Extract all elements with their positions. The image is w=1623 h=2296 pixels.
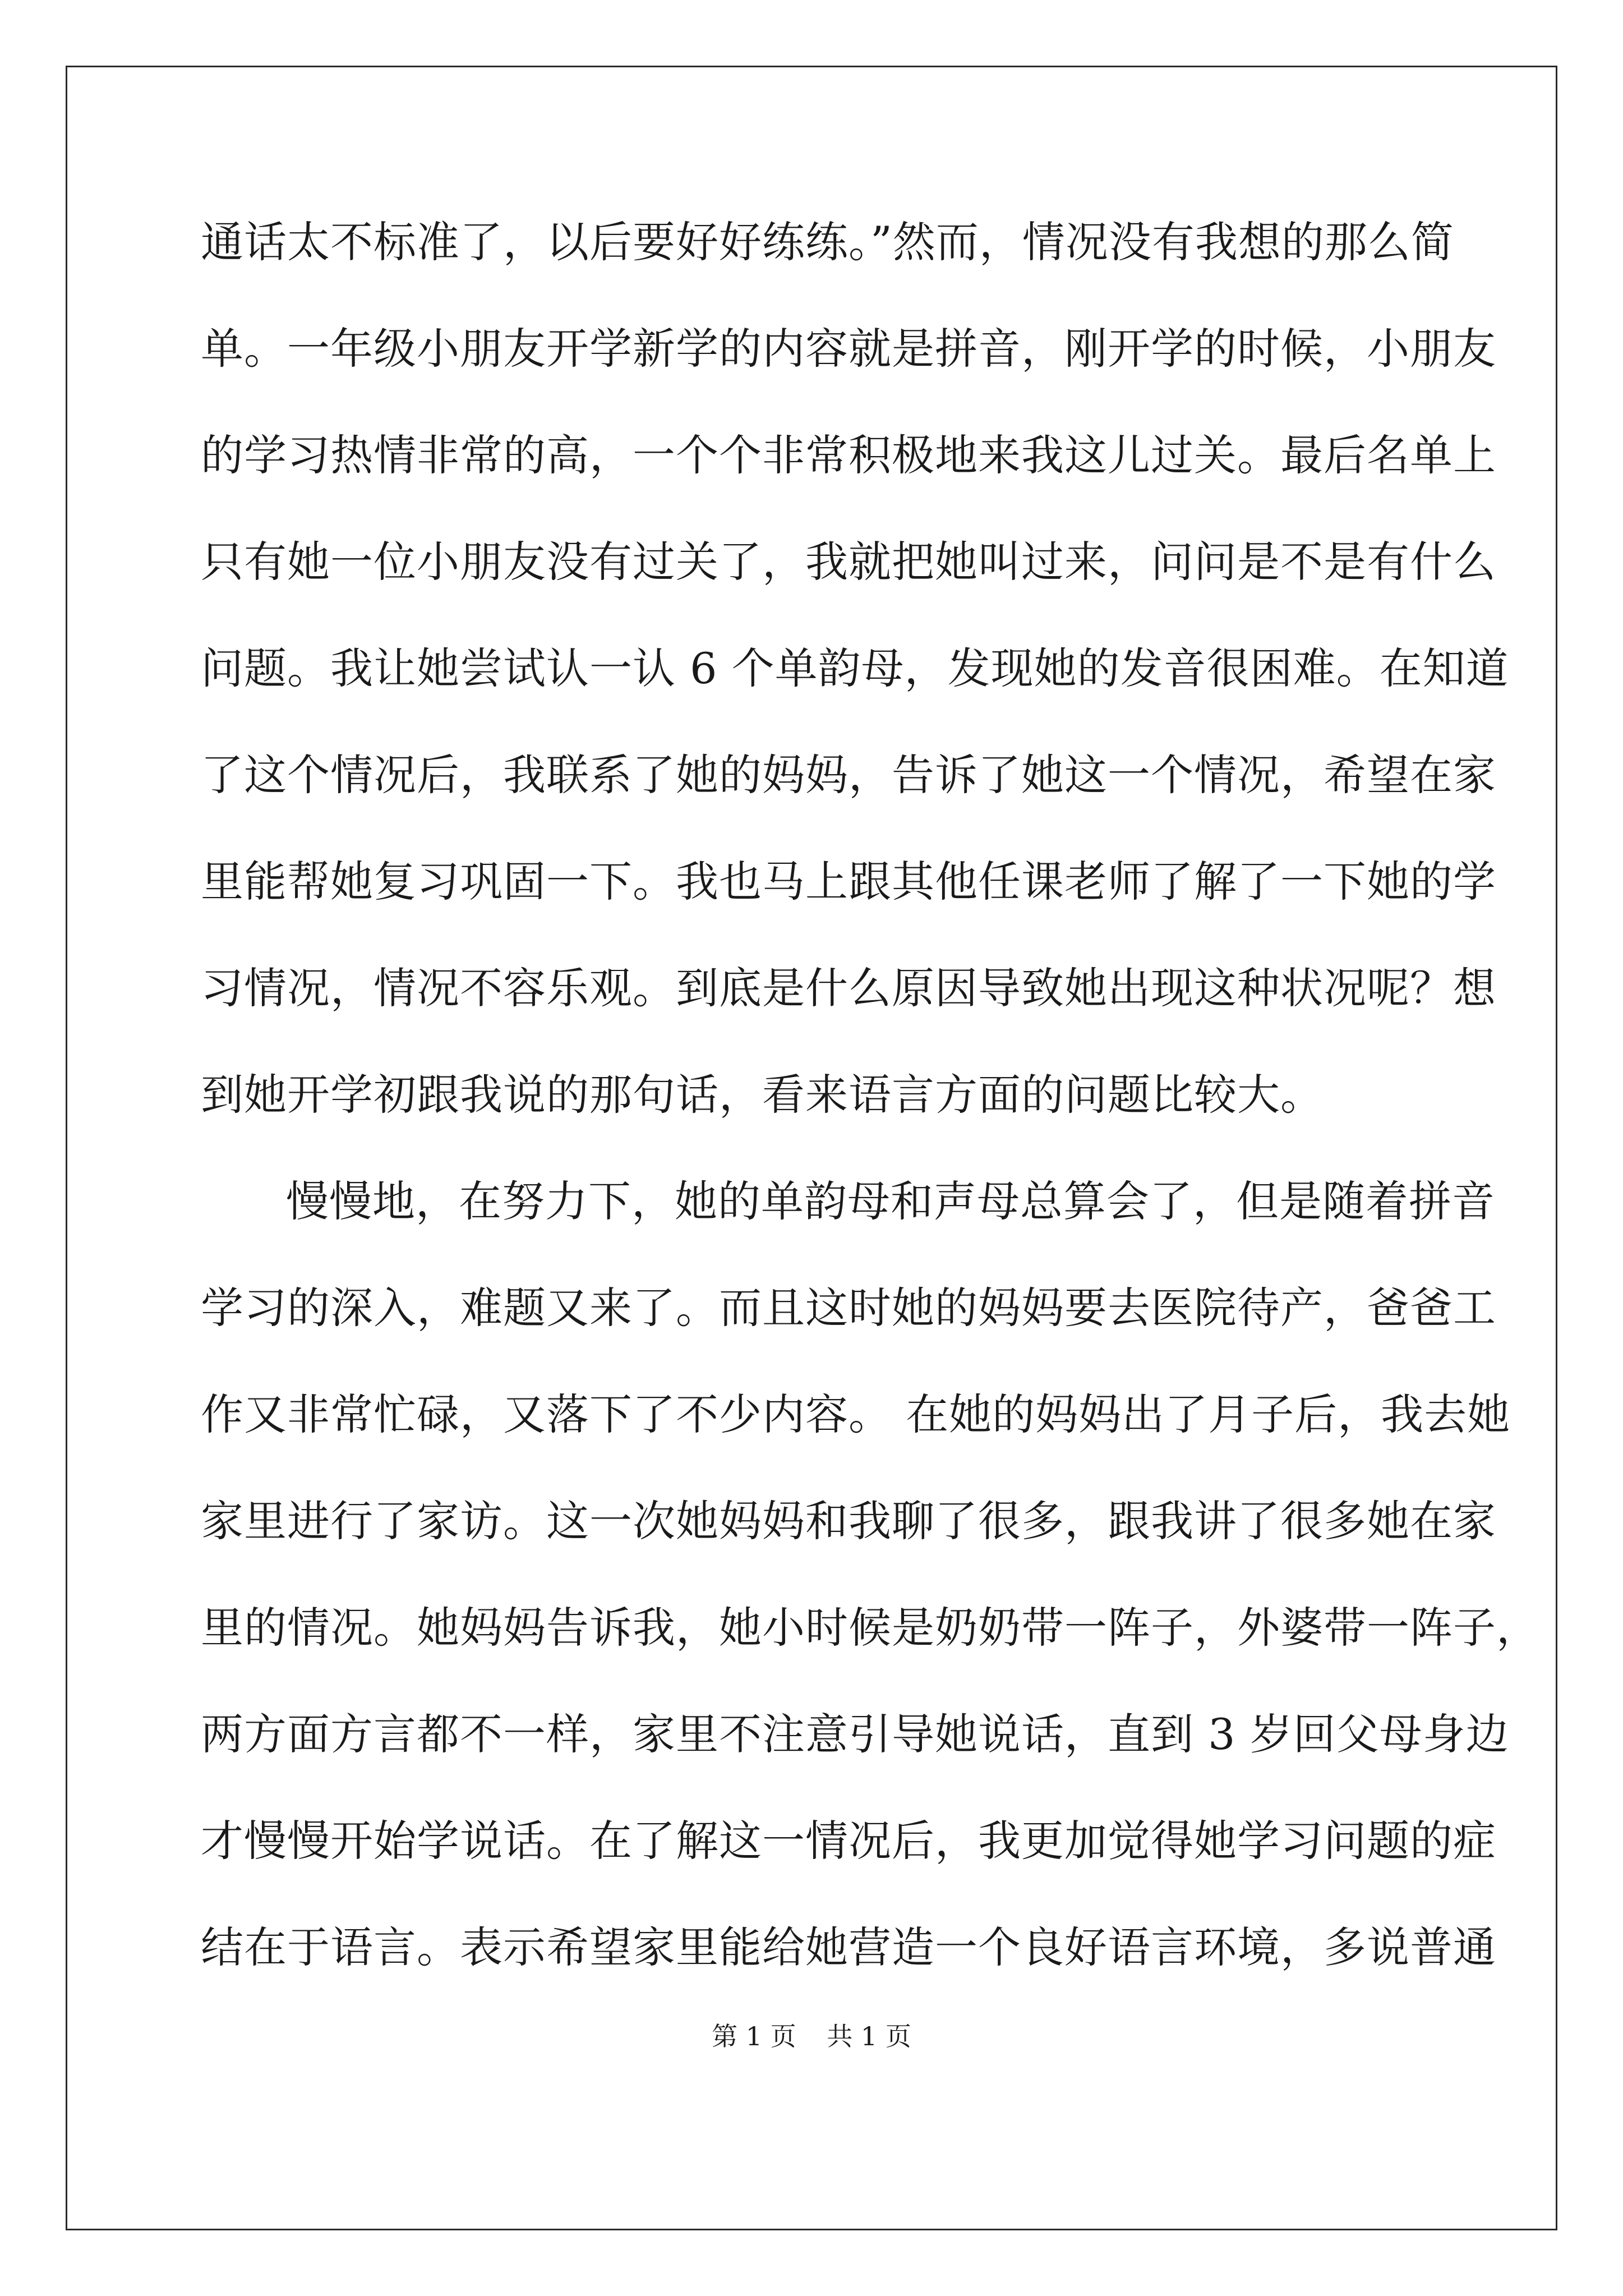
text-line: 家里进行了家访。这一次她妈妈和我聊了很多，跟我讲了很多她在家 bbox=[201, 1496, 1496, 1546]
text-line: 习情况，情况不容乐观。到底是什么原因导致她出现这种状况呢？想 bbox=[201, 963, 1496, 1013]
text-line: 的学习热情非常的高，一个个非常积极地来我这儿过关。最后名单上 bbox=[201, 430, 1496, 480]
page-total: 共 1 页 bbox=[827, 2021, 911, 2051]
text-line: 只有她一位小朋友没有过关了，我就把她叫过来，问问是不是有什么 bbox=[201, 537, 1496, 587]
text-line: 学习的深入，难题又来了。而且这时她的妈妈要去医院待产，爸爸工 bbox=[201, 1283, 1496, 1333]
text-line: 作又非常忙碌，又落下了不少内容。 在她的妈妈出了月子后，我去她 bbox=[201, 1389, 1511, 1439]
text-line: 两方面方言都不一样，家里不注意引导她说话，直到 3 岁回父母身边 bbox=[201, 1709, 1509, 1759]
text-line: 到她开学初跟我说的那句话，看来语言方面的问题比较大。 bbox=[201, 1070, 1324, 1120]
text-line: 结在于语言。表示希望家里能给她营造一个良好语言环境，多说普通 bbox=[201, 1922, 1496, 1972]
text-line: 了这个情况后，我联系了她的妈妈，告诉了她这一个情况，希望在家 bbox=[201, 750, 1496, 800]
text-line: 通话太不标准了，以后要好好练练。”然而，情况没有我想的那么简 bbox=[201, 217, 1454, 267]
paragraph bbox=[201, 1172, 1539, 2025]
text-line: 里的情况。她妈妈告诉我，她小时候是奶奶带一阵子，外婆带一阵子， bbox=[201, 1603, 1539, 1653]
page-footer bbox=[0, 2019, 1623, 2053]
text-line: 慢慢地，在努力下，她的单韵母和声母总算会了，但是随着拼音 bbox=[286, 1176, 1495, 1226]
text-line: 单。一年级小朋友开学新学的内容就是拼音，刚开学的时候，小朋友 bbox=[201, 324, 1496, 374]
text-line: 里能帮她复习巩固一下。我也马上跟其他任课老师了解了一下她的学 bbox=[201, 857, 1496, 907]
paragraph bbox=[201, 213, 1509, 1172]
document-body bbox=[201, 213, 1539, 2025]
text-line: 问题。我让她尝试认一认 6 个单韵母，发现她的发音很困难。在知道 bbox=[201, 643, 1509, 693]
page-number: 第 1 页 bbox=[712, 2021, 796, 2051]
text-line: 才慢慢开始学说话。在了解这一情况后，我更加觉得她学习问题的症 bbox=[201, 1816, 1496, 1866]
